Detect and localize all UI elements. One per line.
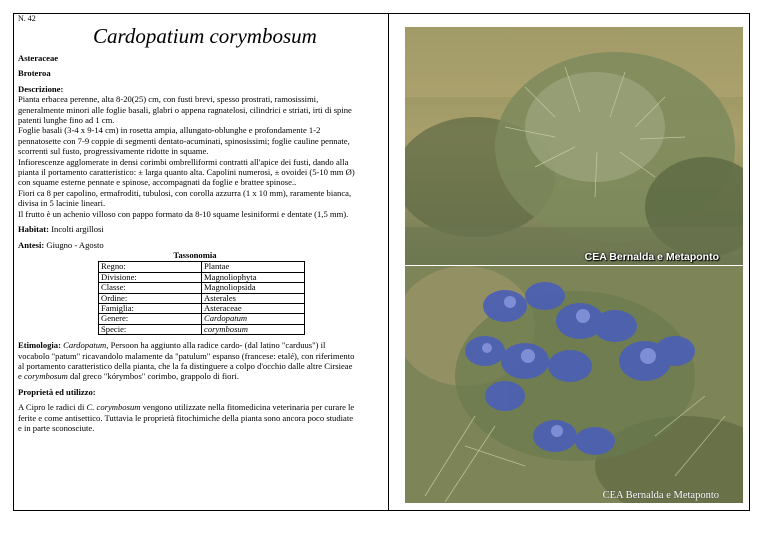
flowering-row — [18, 240, 382, 250]
habitat-heading: Habitat: — [18, 224, 50, 235]
etymology-species: corymbosum — [23, 371, 68, 382]
taxon-value: Magnoliophyta — [202, 272, 305, 282]
etymology-line — [18, 340, 382, 350]
etymology-line: vocabolo "patum" ricavandolo malamente da "patulum" espanso (francese: etalé), con riferimento — [18, 350, 355, 361]
uses-body — [18, 402, 382, 433]
uses-line: ferite e come antisettico. Tuttavia le proprietà fitochimiche della pianta sono ancora poco studiate — [18, 412, 354, 423]
table-row — [99, 272, 305, 282]
taxon-rank: Divisione: — [99, 272, 202, 282]
plant-photo-habit — [405, 27, 743, 265]
description-line: Fiori ca 8 per capolino, ermafroditi, tubulosi, con corolla azzurra (1 x 10 mm), raramente bianca, — [18, 187, 352, 198]
uses-text: vengono utilizzate nella fitomedicina veterinaria per curare le — [140, 402, 355, 413]
uses-species: C. corymbosum — [86, 402, 141, 413]
description-line: patenti lunghe fino ad 1 cm. — [18, 115, 115, 126]
etymology-section — [18, 340, 382, 382]
common-name: Broteroa — [18, 68, 51, 79]
taxon-rank: Famiglia: — [99, 303, 202, 313]
flowering-heading: Antesi: — [18, 239, 45, 250]
taxon-value: Plantae — [202, 262, 305, 272]
description-line: Infiorescenze agglomerate in densi corimbi ombrelliformi contratti all'apice dei fusti, dando alla — [18, 156, 349, 167]
taxon-value: corymbosum — [202, 324, 305, 334]
etymology-text: dal greco "kórymbos" corimbo, grappolo di fiori. — [67, 371, 239, 382]
table-row — [99, 262, 305, 272]
habitat-row — [18, 224, 382, 234]
plant-flowers-image — [405, 266, 743, 503]
taxonomy-heading: Tassonomia — [173, 249, 217, 260]
photo-watermark: CEA Bernalda e Metaponto — [602, 490, 719, 501]
description-line: scorrenti sul fusto, progressivamente ridotte in squame. — [18, 146, 209, 157]
text-column — [18, 53, 382, 433]
taxon-value: Cardopatum — [202, 314, 305, 324]
taxon-rank: Specie: — [99, 324, 202, 334]
description-line: generalmente minori alle foglie basali, glabri o appena ragnatelosi, cilindrici e striati, irti di spine — [18, 104, 352, 115]
taxon-rank: Regno: — [99, 262, 202, 272]
etymology-line — [18, 371, 382, 381]
table-row — [99, 293, 305, 303]
description-line: Pianta erbacea perenne, alta 8-20(25) cm, con fusti brevi, spesso prostrati, ramosissimi, — [18, 94, 319, 105]
table-row — [99, 324, 305, 334]
etymology-heading: Etimologia: — [18, 340, 61, 351]
description-line: Il frutto è un achenio villoso con pappo formato da 8-10 squame lesiniformi e dentate (1,5 mm). — [18, 208, 349, 219]
description-body — [18, 94, 382, 219]
etymology-text: , Persoon ha aggiunto alla radice cardo- (dal latino "carduus") il — [106, 340, 326, 351]
table-row — [99, 314, 305, 324]
uses-line: e in parte sconosciute. — [18, 423, 95, 433]
plant-photo-flowers — [405, 266, 743, 503]
column-divider — [388, 13, 389, 511]
uses-text: A Cipro le radici di — [18, 402, 87, 413]
taxon-rank: Genere: — [99, 314, 202, 324]
description-line: con squame esterne pennate e spinose, accompagnati da foglie e brattee spinose.. — [18, 177, 297, 188]
uses-line — [18, 402, 382, 412]
flowering-value: Giugno - Agosto — [46, 239, 104, 250]
description-line: Foglie basali (3-4 x 9-14 cm) in rosetta ampia, allungato-oblunghe e profondamente 1-2 — [18, 125, 321, 136]
description-line: pennatosette con 7-9 coppie di segmenti dentato-acuminati, spinosissimi; foglie cauline pennate, — [18, 135, 350, 146]
etymology-genus: Cardopatum — [63, 340, 107, 351]
taxon-value: Asterales — [202, 293, 305, 303]
taxon-rank: Ordine: — [99, 293, 202, 303]
description-line: divisa in 5 lacinie lineari. — [18, 198, 106, 209]
species-title: Cardopatium corymbosum — [93, 24, 317, 48]
sheet-number: N. 42 — [18, 14, 36, 23]
plant-habit-image — [405, 27, 743, 265]
family-name: Asteraceae — [18, 53, 59, 63]
table-row — [99, 283, 305, 293]
etymology-line: al portamento caratteristico della pianta, che la fa distinguere a colpo d'occhio dalle altre Cirsieae — [18, 360, 353, 371]
taxonomy-table — [98, 261, 305, 335]
photo-watermark: CEA Bernalda e Metaponto — [584, 251, 719, 263]
etymology-text: e — [18, 371, 24, 382]
description-line: pianta il portamento caratteristico: ± larga quanto alta. Capolini numerosi, ± ovoidei (5-10 mm Ø) — [18, 167, 355, 178]
taxon-value: Asteraceae — [202, 303, 305, 313]
taxon-rank: Classe: — [99, 283, 202, 293]
uses-heading: Proprietà ed utilizzo: — [18, 386, 96, 397]
habitat-value: Incolti argillosi — [51, 224, 104, 235]
table-row — [99, 303, 305, 313]
description-heading: Descrizione: — [18, 83, 64, 94]
taxon-value: Magnoliopsida — [202, 283, 305, 293]
